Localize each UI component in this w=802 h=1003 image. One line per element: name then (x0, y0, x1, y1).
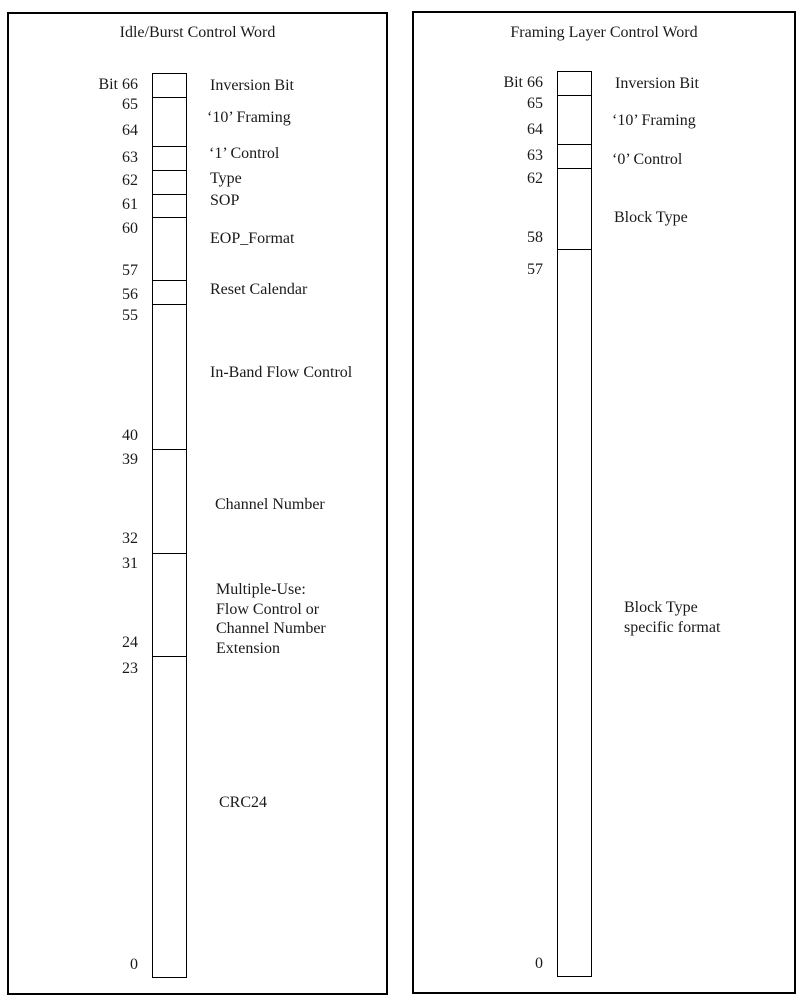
bit-label: 64 (122, 122, 138, 139)
bit-label: 24 (122, 634, 138, 651)
field-divider (558, 249, 591, 250)
field-multiple-use-line: Flow Control or (216, 600, 320, 618)
field-0-control: ‘0’ Control (612, 151, 683, 168)
bit-label: Bit 66 (98, 76, 138, 93)
field-divider (153, 194, 186, 195)
field-in-band-flow-control: In-Band Flow Control (210, 364, 353, 381)
field-divider (153, 656, 186, 657)
field-divider (558, 168, 591, 169)
bit-label: 57 (122, 262, 138, 279)
bit-label: 0 (130, 956, 138, 973)
field-10-framing: ‘10’ Framing (207, 109, 291, 126)
framing-layer-control-word-panel (412, 11, 796, 994)
bit-label: 63 (122, 149, 138, 166)
bit-label: 58 (527, 229, 543, 246)
panel-title: Framing Layer Control Word (510, 24, 698, 41)
field-1-control: ‘1’ Control (209, 145, 280, 162)
field-divider (153, 97, 186, 98)
bit-field-column (152, 73, 187, 978)
bit-label: 32 (122, 530, 138, 547)
field-divider (153, 217, 186, 218)
field-divider (558, 95, 591, 96)
bit-label: 31 (122, 555, 138, 572)
bit-label: 56 (122, 286, 138, 303)
field-divider (153, 304, 186, 305)
bit-label: 39 (122, 451, 138, 468)
field-reset-calendar: Reset Calendar (210, 281, 308, 298)
field-block-type-specific-line: specific format (624, 619, 721, 636)
field-divider (153, 280, 186, 281)
bit-field-column (557, 71, 592, 977)
field-inversion-bit: Inversion Bit (615, 75, 699, 92)
bit-label: 61 (122, 196, 138, 213)
field-sop: SOP (210, 192, 240, 209)
field-divider (153, 449, 186, 450)
bit-label: 65 (527, 95, 543, 112)
bit-label: 55 (122, 307, 138, 324)
field-multiple-use-line: Channel Number (216, 620, 326, 637)
field-type: Type (210, 170, 242, 187)
field-block-type: Block Type (614, 209, 688, 226)
bit-label: 0 (535, 955, 543, 972)
field-10-framing: ‘10’ Framing (612, 112, 696, 129)
field-inversion-bit: Inversion Bit (210, 77, 294, 94)
field-block-type-specific-line: Block Type (624, 599, 698, 616)
field-channel-number: Channel Number (215, 496, 325, 513)
bit-label: 64 (527, 121, 543, 138)
bit-label: 65 (122, 96, 138, 113)
bit-label: 60 (122, 220, 138, 237)
field-multiple-use-line: Extension (216, 639, 280, 657)
bit-label: Bit 66 (503, 74, 543, 91)
bit-label: 63 (527, 147, 543, 164)
field-divider (153, 553, 186, 554)
field-divider (558, 144, 591, 145)
bit-label: 23 (122, 660, 138, 677)
idle-burst-control-word-panel (7, 12, 388, 995)
field-crc24: CRC24 (219, 794, 268, 811)
field-divider (153, 146, 186, 147)
bit-label: 40 (122, 427, 138, 444)
panel-title: Idle/Burst Control Word (119, 24, 276, 41)
field-divider (153, 170, 186, 171)
bit-label: 62 (527, 170, 543, 187)
field-multiple-use-line: Multiple-Use: (216, 581, 306, 598)
field-eop-format: EOP_Format (210, 230, 295, 247)
bit-label: 62 (122, 172, 138, 189)
bit-label: 57 (527, 261, 543, 278)
